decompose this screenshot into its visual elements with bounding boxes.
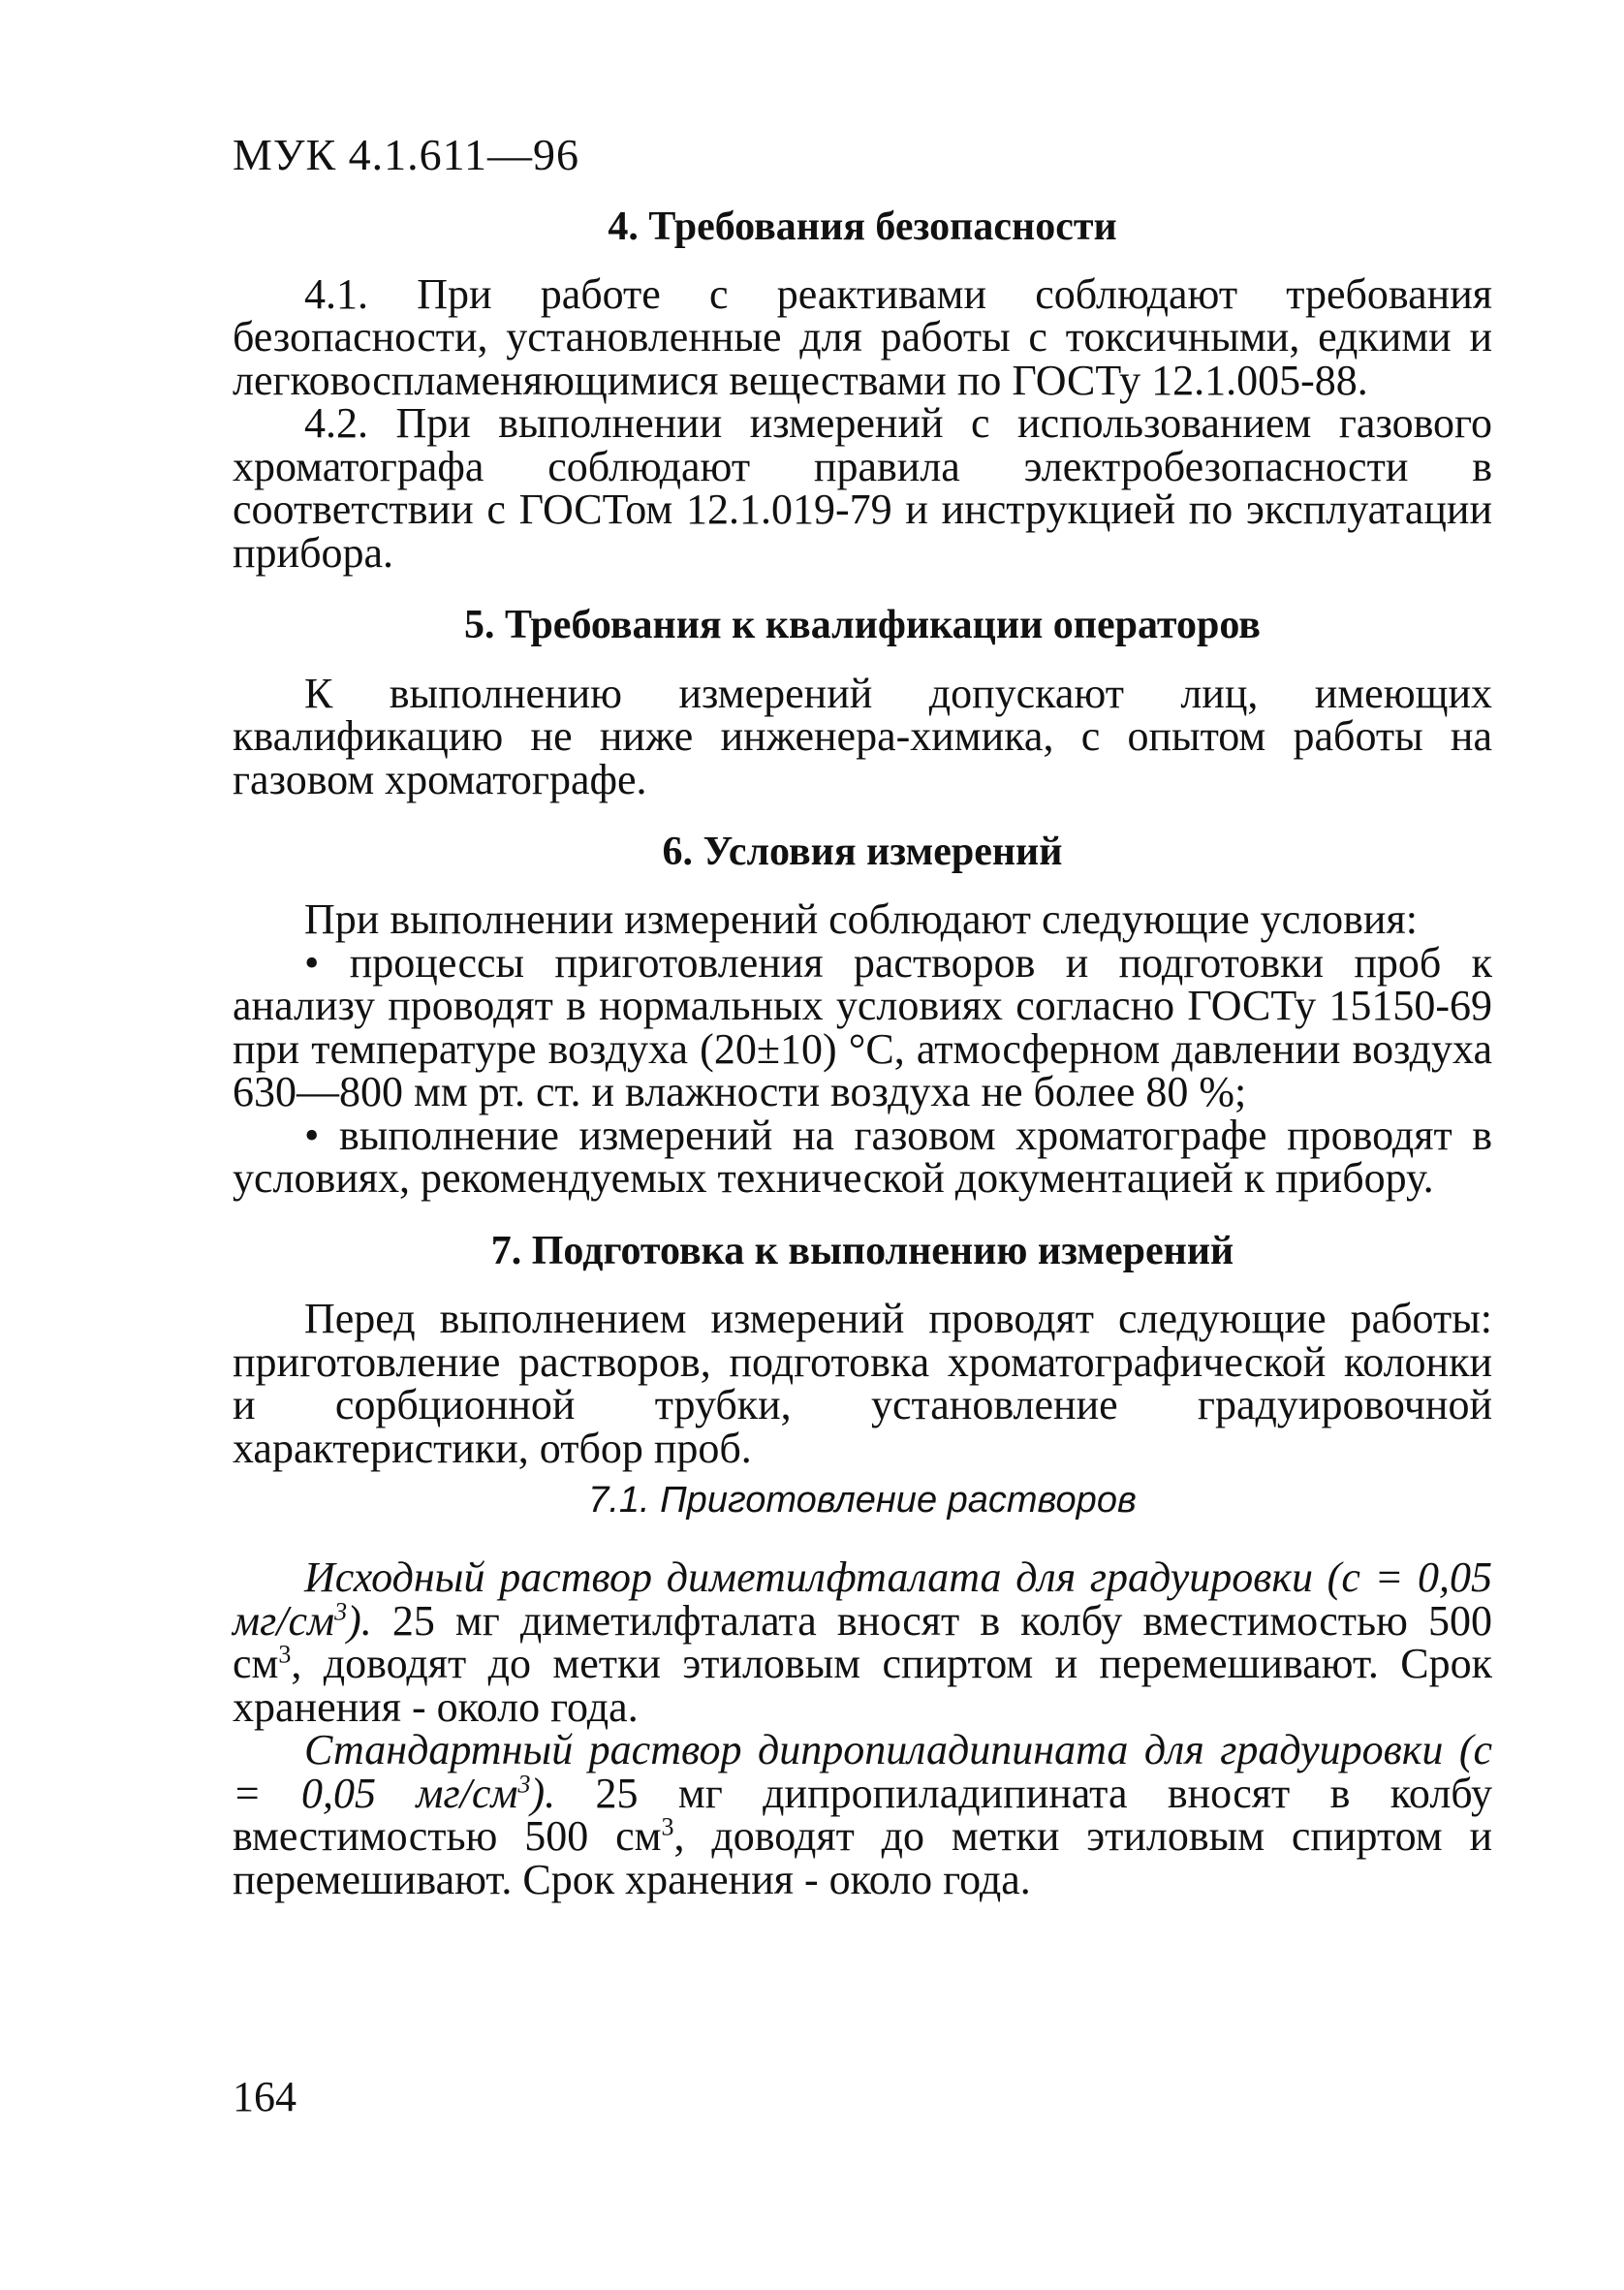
section-7-paragraph: Перед выполнением измерений проводят следующие работы: приготовление растворов, подготовка хроматографической колонки и сорбционной трубки, установление градуировочной характеристики, отбор проб. (233, 1295, 1492, 1472)
page-number: 164 (233, 2073, 297, 2120)
section-5-paragraph: К выполнению измерений допускают лиц, имеющих квалификацию не ниже инженера-химика, с опытом работы на газовом хроматографе. (233, 669, 1492, 803)
bullet-1-text: процессы приготовления растворов и подготовки проб к анализу проводят в нормальных условиях согласно ГОСТу 15150-69 при температуре воздуха (20±10) °С, атмосферном давлении воздуха 630—800 мм рт. ст. и влажности воздуха не более 80 %; (233, 938, 1493, 1116)
section-4-title: 4. Требования безопасности (608, 204, 1117, 249)
section-6-title: 6. Условия измерений (662, 830, 1063, 875)
section-6-bullet-1 (233, 938, 1493, 1116)
bullet-icon: • (304, 938, 320, 987)
stock-solution-paragraph: Исходный раствор диметилфталата для градуировки (с = 0,05 $мг/см^3$). 25 мг диметилфталата вносят в колбу вместимостью 500 $см^3$, доводят до метки этиловым спиртом и перемешивают. Срок хранения - около года. (233, 1553, 1492, 1731)
stock-solution-italic: Исходный раствор диметилфталата для градуировки (с = 0,05 $мг/см^3$). (233, 1553, 1492, 1645)
bullet-2-text: выполнение измерений на газовом хроматографе проводят в условиях, рекомендуемых технической документацией к прибору. (233, 1111, 1493, 1203)
standard-solution-paragraph: Стандартный раствор дипропиладипината для градуировки (с = 0,05 $мг/см^3$). 25 мг дипропиладипината вносят в колбу вместимостью 500 $см^3$, доводят до метки этиловым спиртом и перемешивают. Срок хранения - около года. (233, 1726, 1492, 1903)
subsection-7-1-title: 7.1. Приготовление растворов (588, 1480, 1137, 1521)
bullet-icon: • (304, 1111, 320, 1159)
standard-solution-italic: Стандартный раствор дипропиладипината для градуировки (с = 0,05 $мг/см^3$). (233, 1726, 1492, 1817)
section-6-intro-paragraph: При выполнении измерений соблюдают следующие условия: (304, 895, 1418, 944)
section-5-title: 5. Требования к квалификации операторов (464, 603, 1261, 648)
section-6-bullet-2 (233, 1111, 1493, 1203)
section-7-title: 7. Подготовка к выполнению измерений (490, 1228, 1234, 1273)
document-page (233, 131, 1492, 1901)
section-4-1-paragraph: 4.1. При работе с реактивами соблюдают требования безопасности, установленные для работы с токсичными, едкими и легковоспламеняющимися веществами по ГОСТу 12.1.005-88. (233, 269, 1492, 404)
document-code: МУК 4.1.611—96 (233, 130, 579, 179)
section-4-2-paragraph: 4.2. При выполнении измерений с использованием газового хроматографа соблюдают правила электробезопасности в соответствии с ГОСТом 12.1.019-79 и инструкцией по эксплуатации прибора. (233, 399, 1492, 577)
